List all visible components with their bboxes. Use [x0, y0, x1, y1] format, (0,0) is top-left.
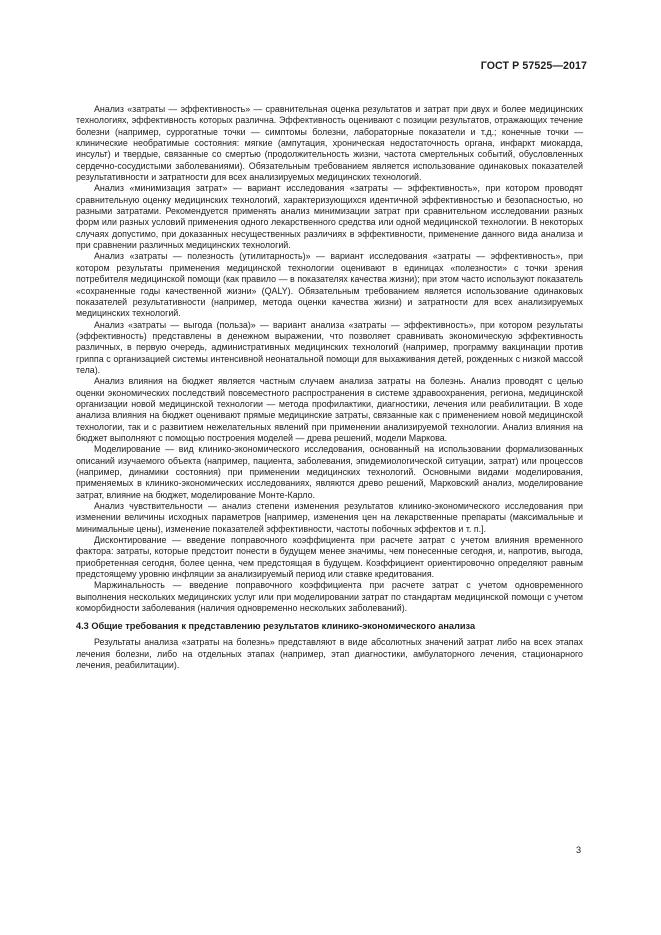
paragraph-cost-benefit: Анализ «затраты — выгода (польза)» — вариант анализа «затраты — эффективность», при котором результаты (эффективность) представлены в денежном выражении, что позволяет сравнивать экономическую эффективность различных, в первую очередь, административных медицинских технологий (например, программу вакцинации против гриппа с организацией системы интенсивной неонатальной помощи для выхаживания детей, рожденных с низкой массой тела).: [76, 319, 583, 375]
section-heading: 4.3 Общие требования к представлению результатов клинико-экономического анализа: [76, 621, 476, 632]
page-number: 3: [576, 845, 582, 855]
paragraph-discounting: Дисконтирование — введение поправочного коэффициента при расчете затрат с учетом влияния временного фактора: затраты, которые предстоит понести в будущем менее значимы, чем понесенные сегодня, и, напротив, выгода, приобретенная сегодня, более ценна, чем предстоящая в будущем. Коэффициент ориентировочно определяют равным предстоящему уровню инфляции за анализируемый период или ставке кредитования.: [76, 535, 583, 580]
paragraph-cost-utility: Анализ «затраты — полезность (утилитарность)» — вариант исследования «затраты — эффективность», при котором результаты применения медицинской технологии оценивают в единицах «полезности» с точки зрения потребителя медицинской помощи (как правило — в показателях качества жизни); при этом часто используют показатель «сохраненные годы качественной жизни» (QALY). Обязательным требованием является использование одинаковых показателей результативности (например, метода оценки качества жизни) и затратности для всех анализируемых медицинских технологий.: [76, 251, 583, 319]
paragraph-results: Результаты анализа «затраты на болезнь» представляют в виде абсолютных значений затрат либо на всех этапах лечения болезни, либо на отдельных этапах (например, этап диагностики, амбулаторного лечения, стационарного лечения, реабилитации).: [76, 637, 583, 671]
standard-code: ГОСТ Р 57525—2017: [480, 60, 587, 72]
paragraph-cost-minimization: Анализ «минимизация затрат» — вариант исследования «затраты — эффективность», при котором проводят сравнительную оценку медицинских технологий, характеризующихся идентичной эффективностью и безопасностью, но разными затратами. Рекомендуется применять анализ минимизации затрат при сравнительном исследовании разных форм или разных условий применения одного лекарственного средства или одной медицинской технологии. В некоторых случаях допустимо, при доказанных несущественных различиях в эффективности, применение данного вида анализа и при сравнении различных медицинских технологий.: [76, 183, 583, 251]
paragraph-budget-impact: Анализ влияния на бюджет является частным случаем анализа затраты на болезнь. Анализ проводят с целью оценки экономических последствий повсеместного распространения в системе здравоохранения, региона, медицинской организации новой медицинской технологии — метода профилактики, диагностики, лечения или реабилитации. В ходе анализа влияния на бюджет оценивают прямые медицинские затраты, связанные как с применением новой медицинской технологии, так и с развитием нежелательных явлений при применении анализируемой технологии. Анализ влияния на бюджет выполняют с помощью построения моделей — древа решений, модели Маркова.: [76, 376, 583, 443]
paragraph-cost-effectiveness: Анализ «затраты — эффективность» — сравнительная оценка результатов и затрат при двух и более медицинских технологиях, эффективность которых различна. Эффективность оценивают с позиции результатов, отражающих течение болезни (например, суррогатные точки — симптомы болезни, лабораторные показатели и т.д.; конечные точки — клинические необратимые состояния: мягкие (ампутация, хроническая недостаточность органа, инфаркт миокарда, инсульт) и твердые, связанные со смертью (продолжительность жизни, частота смертельных событий, обусловленных сердечно-сосудистыми заболеваниями). Обязательным требованием является использование одинаковых показателей результативности и затратности для всех анализируемых медицинских технологий.: [76, 104, 583, 183]
paragraph-modeling: Моделирование — вид клинико-экономического исследования, основанный на использовании формализованных описаний изучаемого объекта (например, пациента, заболевания, эпидемиологической ситуации, затрат) или процессов (например, динамики состояния) при применении медицинских технологий. Основными видами моделирования, применяемых в клинико-экономических исследованиях, являются древо решений, Марковский анализ, моделирование затрат, влияние на бюджет, моделирование Монте-Карло.: [76, 444, 583, 500]
paragraph-marginality: Маржинальность — введение поправочного коэффициента при расчете затрат с учетом одновременного выполнения нескольких медицинских услуг или при моделировании затрат по стандартам медицинской помощи с учетом коморбидности заболевания (наличия одновременно нескольких заболеваний).: [76, 580, 583, 614]
paragraph-sensitivity: Анализ чувствительности — анализ степени изменения результатов клинико-экономического исследования при изменении величины исходных параметров [например, изменения цен на лекарственные препараты (максимальные и минимальные цены), изменение показателей эффективности, частоты побочных эффектов и т. п.].: [76, 501, 583, 534]
document-body: [76, 104, 583, 672]
